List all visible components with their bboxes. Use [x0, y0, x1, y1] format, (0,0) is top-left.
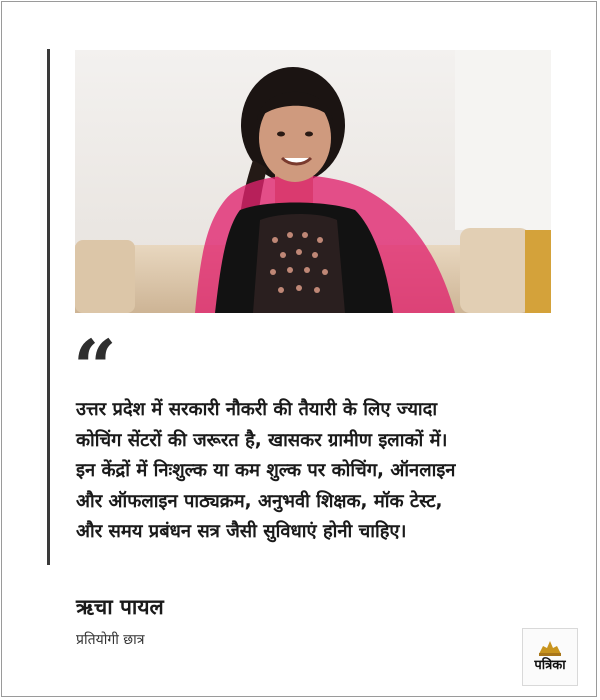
quote-line: उत्तर प्रदेश में सरकारी नौकरी की तैयारी के लिए ज्यादा [76, 399, 438, 420]
patrika-logo [522, 628, 578, 686]
quote-line: इन केंद्रों में निःशुल्क या कम शुल्क पर कोचिंग, ऑनलाइन [76, 460, 456, 481]
accent-bar [47, 49, 50, 565]
lion-emblem-icon [537, 636, 563, 656]
quote-text [76, 395, 556, 548]
author-name: ऋचा पायल [76, 595, 164, 619]
quote-mark-icon: “ [73, 323, 117, 412]
quote-line: और ऑफलाइन पाठ्यक्रम, अनुभवी शिक्षक, मॉक टेस्ट, [76, 490, 443, 512]
logo-text: पत्रिका [534, 658, 566, 673]
author-role: प्रतियोगी छात्र [76, 632, 145, 648]
quote-line: कोचिंग सेंटरों की जरूरत है, खासकर ग्रामीण इलाकों में। [76, 429, 448, 451]
portrait-photo [75, 50, 551, 313]
quote-line: और समय प्रबंधन सत्र जैसी सुविधाएं होनी चाहिए। [76, 521, 407, 542]
